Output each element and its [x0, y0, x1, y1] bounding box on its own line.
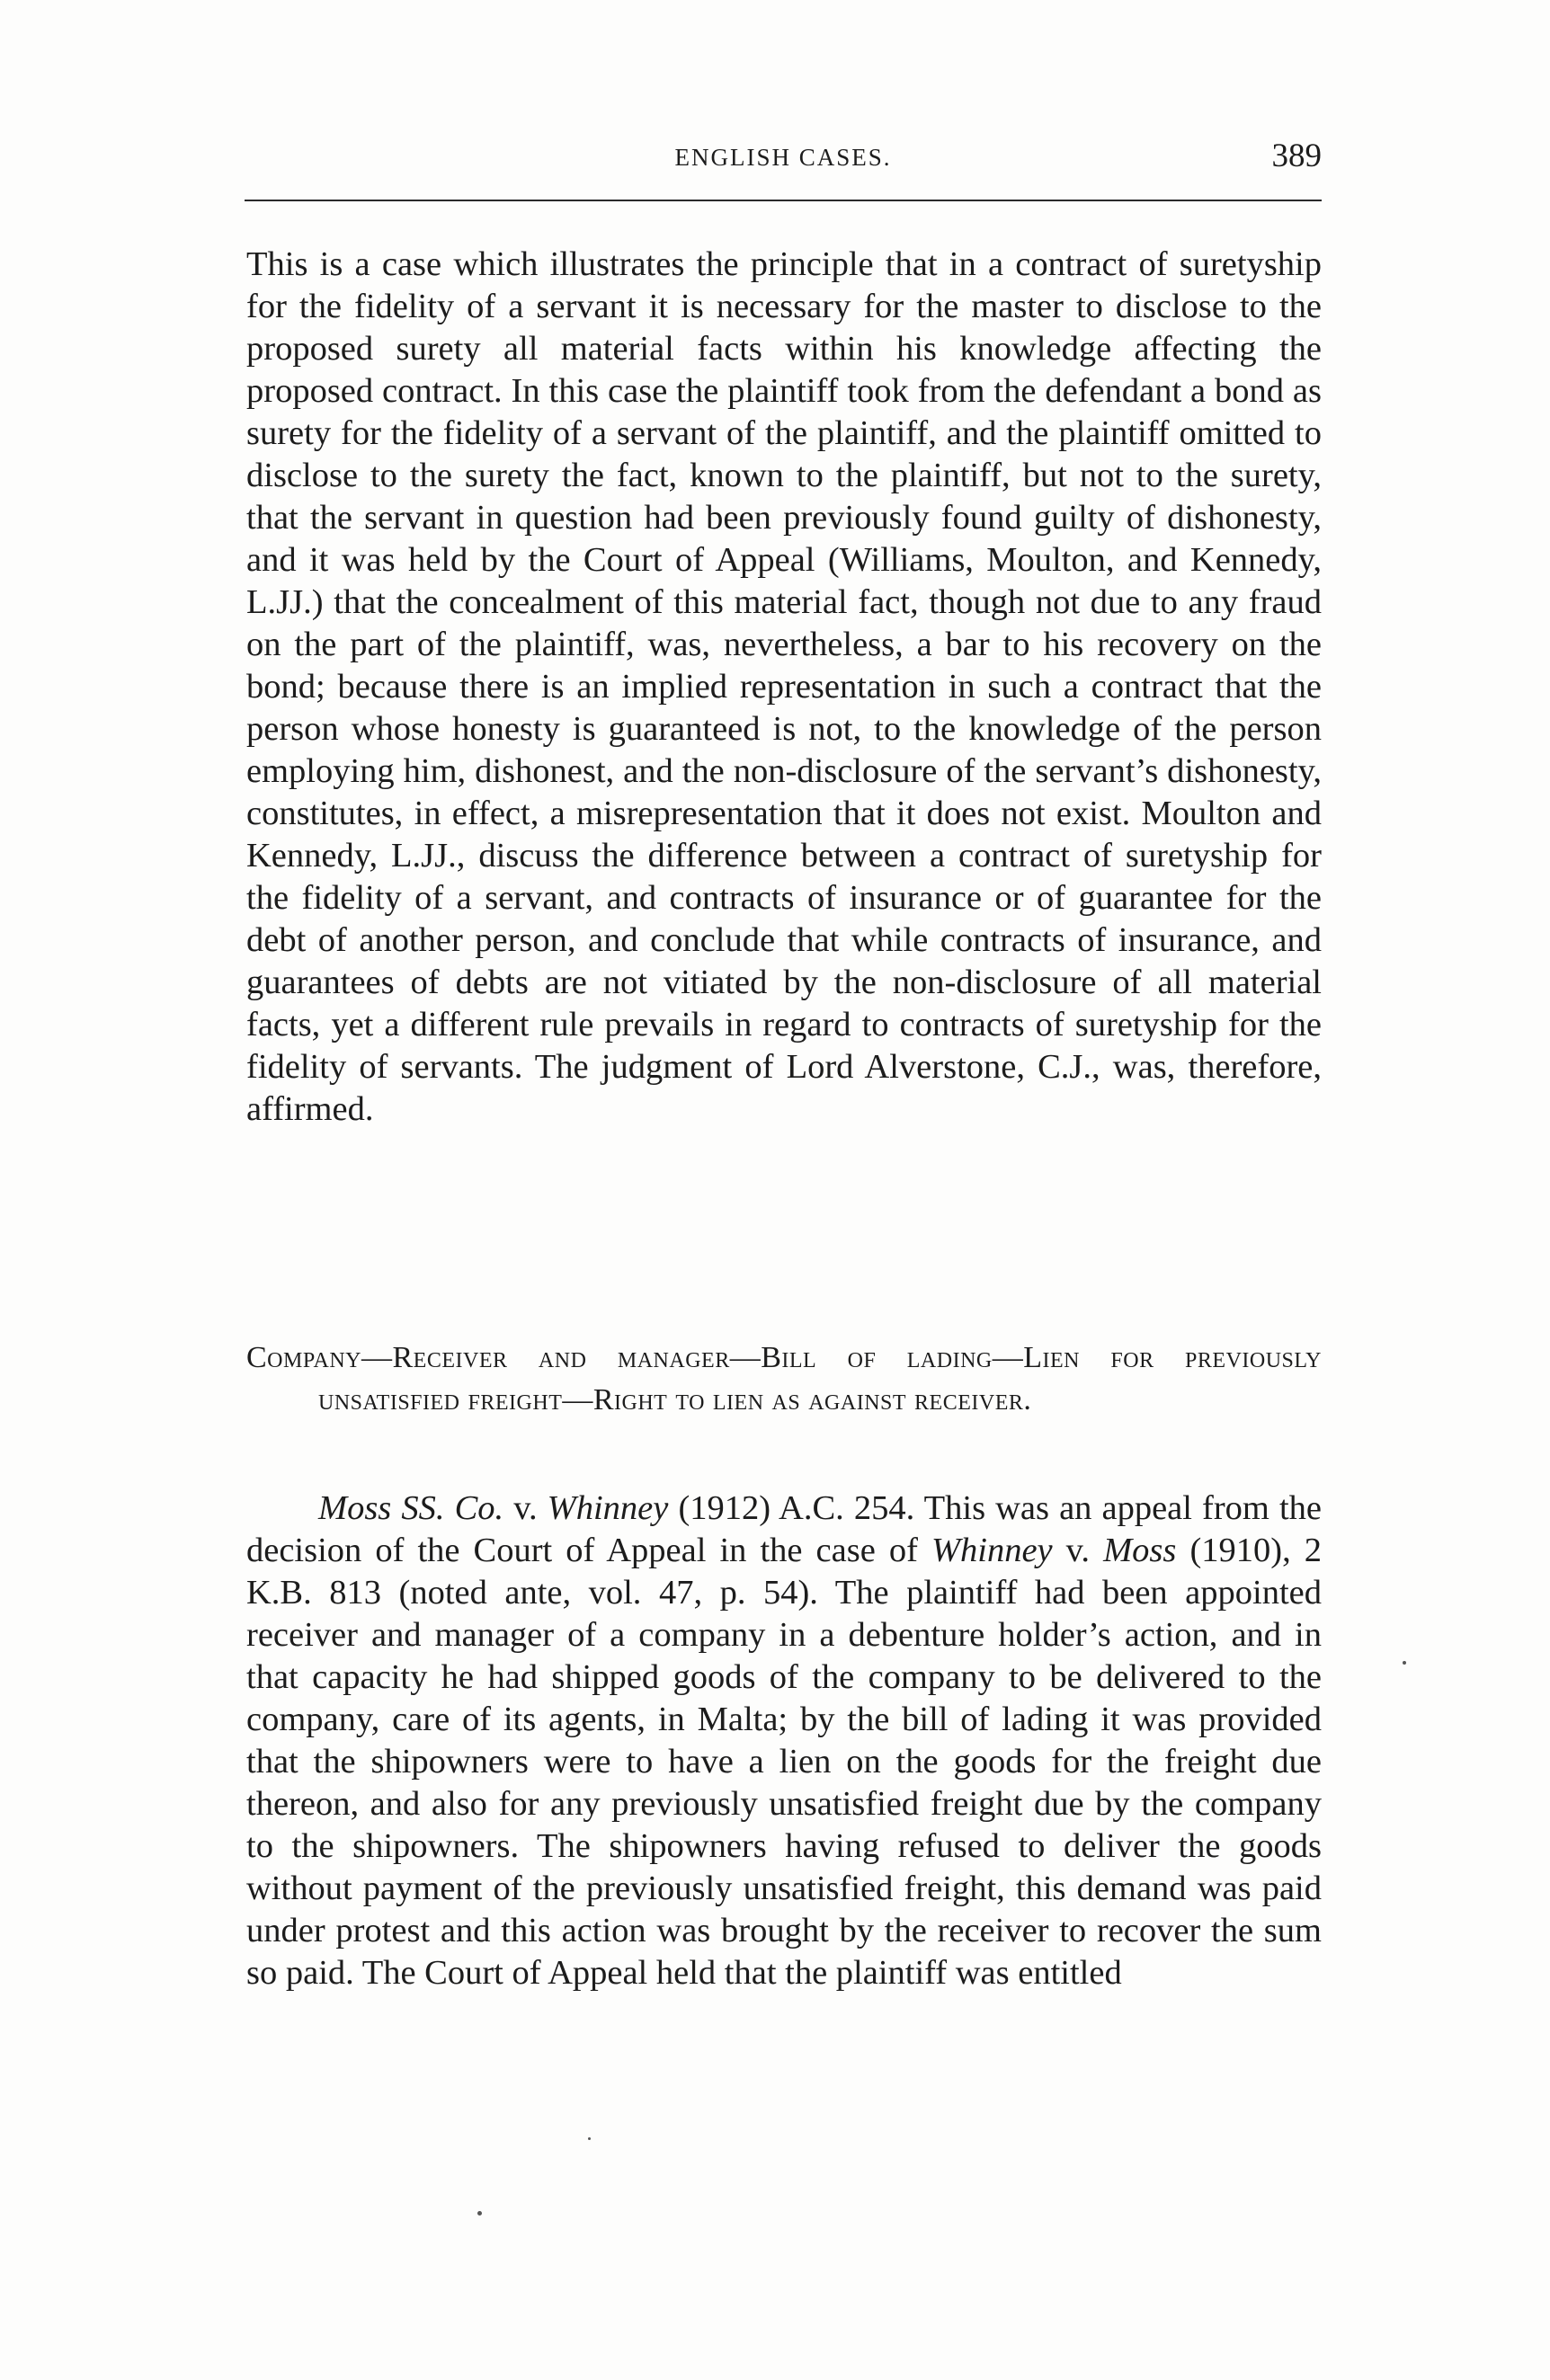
scan-speck: [1403, 1661, 1406, 1665]
page-header: [245, 137, 1322, 187]
versus-text: v.: [503, 1489, 548, 1527]
case-name: Whinney: [547, 1489, 669, 1527]
case-name: Whinney: [931, 1532, 1053, 1569]
scan-speck: [588, 2137, 591, 2140]
case-name: Moss: [1103, 1532, 1177, 1569]
running-head: ENGLISH CASES.: [674, 144, 892, 171]
header-rule: [245, 200, 1322, 201]
paragraph-text: (1912) A.C. 254. This was an appeal from the decision of the Court of Appeal in the case of: [246, 1489, 1322, 1569]
versus-text: v.: [1052, 1532, 1104, 1569]
paragraph-suretyship-case: This is a case which illustrates the principle that in a contract of suretyship for the fidelity of a servant it is necessary for the master to disclose to the proposed surety all material facts within his knowledge affecting the proposed contract. In this case the plaintiff took from the defendant a bond as surety for the fidelity of a servant of the plaintiff, and the plaintiff omitted to disclose to the surety the fact, known to the plaintiff, but not to the surety, that the servant in question had been previously found guilty of dishonesty, and it was held by the Court of Appeal (Williams, Moulton, and Kennedy, L.JJ.) that the concealment of this material fact, though not due to any fraud on the part of the plaintiff, was, nevertheless, a bar to his recovery on the bond; because there is an implied representation in such a contract that the person whose honesty is guaranteed is not, to the knowledge of the person employing him, dishonest, and the non-disclosure of the servant’s dishonesty, constitutes, in effect, a misrepresentation that it does not exist. Moulton and Kennedy, L.JJ., discuss the difference between a contract of suretyship for the fidelity of a servant, and contracts of insurance or of guarantee for the debt of another person, and conclude that while contracts of insurance, and guarantees of debts are not vitiated by the non-disclosure of all material facts, yet a different rule prevails in regard to contracts of suretyship for the fidelity of servants. The judgment of Lord Alverstone, C.J., was, therefore, affirmed.: [246, 245, 1322, 1128]
case-name: Moss SS. Co.: [318, 1489, 504, 1527]
paragraph-moss-case: [246, 1488, 1322, 1994]
page-number: 389: [1271, 138, 1322, 174]
section-heading: Company—Receiver and manager—Bill of lading—Lien for previously unsatisfied freight—Right to lien as against receiver.: [246, 1341, 1322, 1416]
scan-speck: [477, 2211, 482, 2216]
paragraph-text: (1910), 2 K.B. 813 (noted ante, vol. 47, p. 54). The plaintiff had been appointed receiver and manager of a company in a debenture holder’s action, and in that capacity he had shipped goods of the company to be delivered to the company, care of its agents, in Malta; by the bill of lading it was provided that the shipowners were to have a lien on the goods for the freight due thereon, and also for any previously unsatisfied freight due by the company to the shipowners. The shipowners having refused to deliver the goods without payment of the previously unsatisfied freight, this demand was paid under protest and this action was brought by the receiver to recover the sum so paid. The Court of Appeal held that the plaintiff was entitled: [246, 1532, 1323, 1992]
